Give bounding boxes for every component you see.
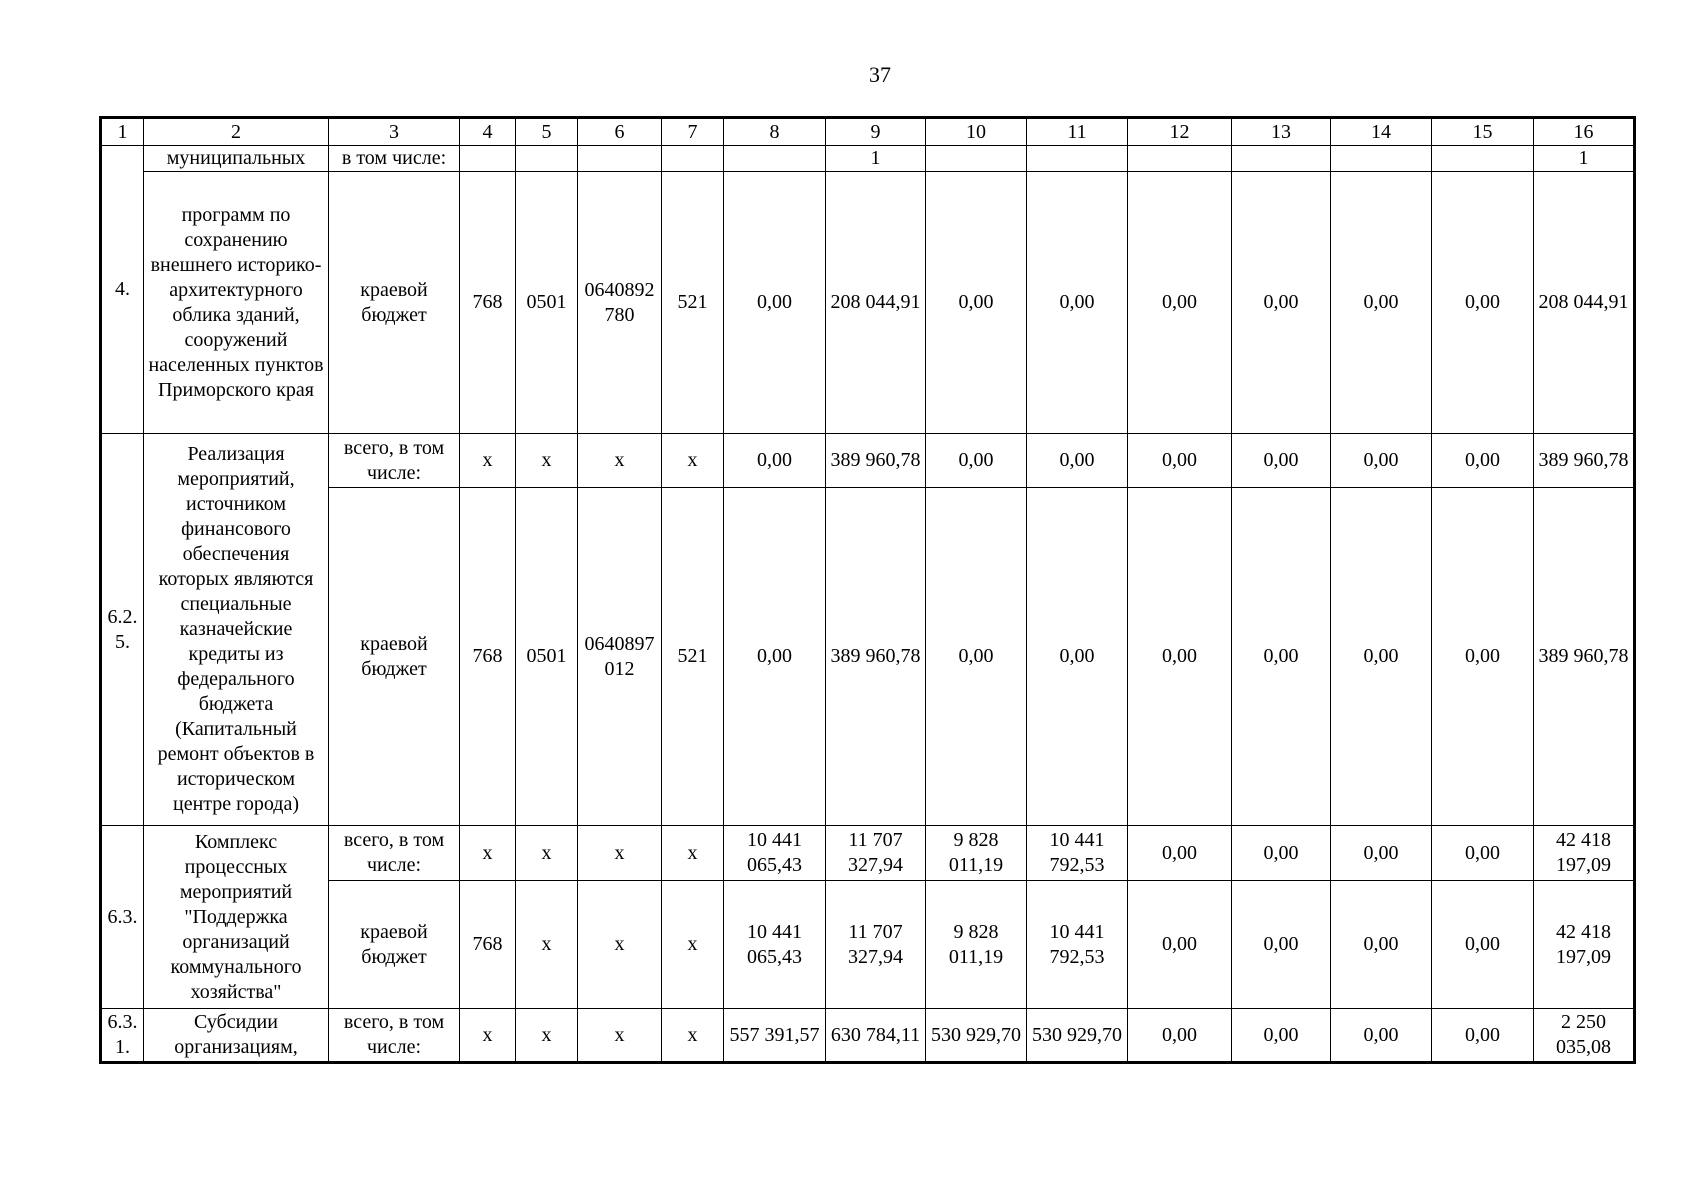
value-cell: 0,00 — [1232, 881, 1331, 1009]
value-cell: 9 828 011,19 — [926, 881, 1027, 1009]
value-cell: 768 — [460, 488, 516, 826]
value-cell: 0,00 — [1331, 1009, 1432, 1063]
budget-table — [99, 116, 1636, 1064]
value-cell: 0,00 — [1232, 172, 1331, 434]
value-cell: x — [662, 1009, 724, 1063]
value-cell: 208 044,91 — [826, 172, 926, 434]
value-cell: 521 — [662, 172, 724, 434]
value-cell: 0,00 — [1432, 826, 1534, 881]
funding-source: краевой бюджет — [329, 881, 460, 1009]
value-cell: 0,00 — [926, 172, 1027, 434]
item-name: Комплекс процессных мероприятий "Поддержка организаций коммунального хозяйства" — [144, 826, 329, 1009]
item-number: 6.2.5. — [101, 434, 144, 826]
funding-source: краевой бюджет — [329, 172, 460, 434]
value-cell: 0,00 — [1128, 488, 1232, 826]
value-cell: 0,00 — [1331, 488, 1432, 826]
item-number: 6.3.1. — [101, 1009, 144, 1063]
value-cell: x — [516, 881, 578, 1009]
header-cell: 1 — [101, 118, 144, 146]
value-cell: 0,00 — [1128, 172, 1232, 434]
item-name: Субсидии организациям, — [144, 1009, 329, 1063]
item-name: муниципальных — [144, 146, 329, 172]
funding-source: всего, в том числе: — [329, 434, 460, 488]
value-cell: 0,00 — [1432, 881, 1534, 1009]
value-cell: 0,00 — [724, 434, 826, 488]
value-cell: 768 — [460, 881, 516, 1009]
value-cell: 2 250 035,08 — [1534, 1009, 1635, 1063]
value-cell: 10 441 065,43 — [724, 826, 826, 881]
value-cell: x — [662, 434, 724, 488]
value-cell: 0,00 — [1027, 434, 1128, 488]
value-cell: 0640897012 — [578, 488, 662, 826]
value-cell: 0,00 — [1432, 172, 1534, 434]
value-cell: 0,00 — [1432, 434, 1534, 488]
header-cell: 12 — [1128, 118, 1232, 146]
header-cell: 6 — [578, 118, 662, 146]
value-cell: 0501 — [516, 172, 578, 434]
funding-source: всего, в том числе: — [329, 1009, 460, 1063]
header-cell: 13 — [1232, 118, 1331, 146]
value-cell: 521 — [662, 488, 724, 826]
table-row — [101, 881, 1635, 1009]
value-cell: 10 441 065,43 — [724, 881, 826, 1009]
value-cell: 0,00 — [724, 488, 826, 826]
header-cell: 5 — [516, 118, 578, 146]
value-cell: 10 441 792,53 — [1027, 826, 1128, 881]
value-cell: x — [516, 434, 578, 488]
value-cell: 389 960,78 — [1534, 488, 1635, 826]
funding-source: краевой бюджет — [329, 488, 460, 826]
value-cell: x — [460, 1009, 516, 1063]
header-cell: 2 — [144, 118, 329, 146]
value-cell: 530 929,70 — [926, 1009, 1027, 1063]
value-cell: 0,00 — [1232, 826, 1331, 881]
item-name: Реализация мероприятий, источником финансового обеспечения которых являются специальные казначейские кредиты из федерального бюджета (Капитальный ремонт объектов в историческом центре города) — [144, 434, 329, 826]
table-row — [101, 146, 1635, 172]
value-cell: 389 960,78 — [826, 488, 926, 826]
value-cell: 768 — [460, 172, 516, 434]
value-cell: 0,00 — [1232, 1009, 1331, 1063]
header-cell: 4 — [460, 118, 516, 146]
table-row — [101, 1009, 1635, 1063]
header-row — [101, 118, 1635, 146]
value-cell: 0,00 — [1331, 172, 1432, 434]
value-cell: 11 707 327,94 — [826, 826, 926, 881]
funding-source: в том числе: — [329, 146, 460, 172]
header-cell: 8 — [724, 118, 826, 146]
value-cell: x — [662, 826, 724, 881]
value-cell: 389 960,78 — [826, 434, 926, 488]
value-cell: 0,00 — [1027, 172, 1128, 434]
item-name: программ по сохранению внешнего историко-архитектурного облика зданий, сооружений населенных пунктов Приморского края — [144, 172, 329, 434]
value-cell: 0,00 — [1432, 1009, 1534, 1063]
value-cell: x — [578, 881, 662, 1009]
value-cell: x — [662, 881, 724, 1009]
value-cell: 0,00 — [1027, 488, 1128, 826]
header-cell: 3 — [329, 118, 460, 146]
header-cell: 15 — [1432, 118, 1534, 146]
header-cell: 11 — [1027, 118, 1128, 146]
header-cell: 9 — [826, 118, 926, 146]
value-cell: 42 418 197,09 — [1534, 881, 1635, 1009]
value-cell: 0,00 — [1432, 488, 1534, 826]
item-number: 6.3. — [101, 826, 144, 1009]
page-number: 37 — [869, 62, 891, 87]
value-cell: 1 — [826, 146, 926, 172]
value-cell: 11 707 327,94 — [826, 881, 926, 1009]
table-row — [101, 172, 1635, 434]
value-cell: 0,00 — [1128, 881, 1232, 1009]
header-cell: 14 — [1331, 118, 1432, 146]
value-cell: 0,00 — [1232, 434, 1331, 488]
value-cell: 530 929,70 — [1027, 1009, 1128, 1063]
header-cell: 7 — [662, 118, 724, 146]
value-cell: 9 828 011,19 — [926, 826, 1027, 881]
value-cell: x — [578, 434, 662, 488]
value-cell: 42 418 197,09 — [1534, 826, 1635, 881]
table-row — [101, 826, 1635, 881]
value-cell: 0,00 — [1331, 881, 1432, 1009]
value-cell: x — [460, 826, 516, 881]
value-cell: 0640892780 — [578, 172, 662, 434]
value-cell: 0,00 — [926, 488, 1027, 826]
value-cell: x — [516, 826, 578, 881]
value-cell: x — [578, 1009, 662, 1063]
funding-source: всего, в том числе: — [329, 826, 460, 881]
item-number: 4. — [101, 146, 144, 434]
value-cell: 0,00 — [1232, 488, 1331, 826]
table-row — [101, 434, 1635, 488]
value-cell: 557 391,57 — [724, 1009, 826, 1063]
value-cell: 1 — [1534, 146, 1635, 172]
value-cell: x — [460, 434, 516, 488]
value-cell: 0,00 — [1128, 826, 1232, 881]
value-cell: 389 960,78 — [1534, 434, 1635, 488]
value-cell: 208 044,91 — [1534, 172, 1635, 434]
value-cell: 0,00 — [1331, 826, 1432, 881]
value-cell: 0,00 — [724, 172, 826, 434]
value-cell: x — [578, 826, 662, 881]
table-row — [101, 488, 1635, 826]
value-cell: 0,00 — [1331, 434, 1432, 488]
value-cell: x — [516, 1009, 578, 1063]
header-cell: 16 — [1534, 118, 1635, 146]
header-cell: 10 — [926, 118, 1027, 146]
value-cell: 630 784,11 — [826, 1009, 926, 1063]
value-cell: 0,00 — [1128, 1009, 1232, 1063]
value-cell: 10 441 792,53 — [1027, 881, 1128, 1009]
value-cell: 0501 — [516, 488, 578, 826]
value-cell: 0,00 — [926, 434, 1027, 488]
value-cell: 0,00 — [1128, 434, 1232, 488]
